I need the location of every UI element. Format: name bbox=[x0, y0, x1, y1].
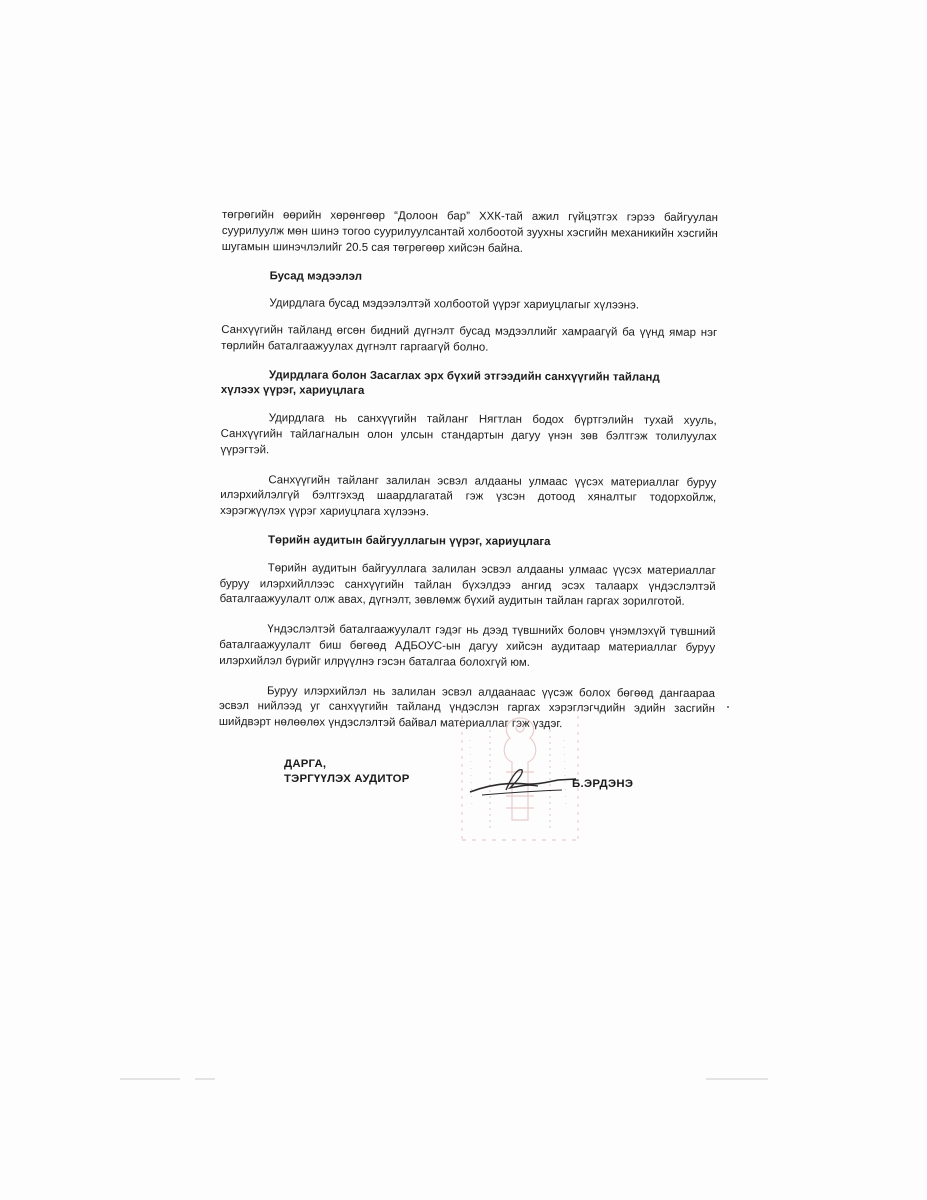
paragraph-internal-control: Санхүүгийн тайланг залилан эсвэл алдааны улмаас үүсэх материаллаг буруу илэрхийлэлгүй бэлтгэхэд шаардлагатай гэж үзсэн дотоод хяналтыг тодорхойлж, хэрэгжүүлэх үүрэг хариуцлага хүлээнэ. bbox=[220, 473, 717, 519]
paragraph-management-preparation: Удирдлага нь санхүүгийн тайланг Нягтлан бодох бүртгэлийн тухай хууль, Санхүүгийн тайлагналын олон улсын стандартын дагуу үнэн зөв бэлтгэж толилуулах үүрэгтэй. bbox=[220, 412, 717, 457]
paragraph-misstatement: Буруу илэрхийлэл нь залилан эсвэл алдаанаас үүсэж болох бөгөөд дангаараа эсвэл нийлээд уг санхүүгийн тайланд үндэслэн гаргах хэрэглэгчдийн эдийн засгийн шийдвэрт нөлөөлөх үндэслэлтэй байвал материаллаг гэж үздэг. bbox=[218, 684, 716, 731]
speck bbox=[727, 706, 729, 708]
scan-artifact-right bbox=[706, 1078, 768, 1080]
handwritten-signature bbox=[466, 762, 586, 802]
heading-line-1: Удирдлага болон Засаглах эрх бүхий этгээдийн санхүүгийн тайланд bbox=[268, 368, 660, 384]
heading-other-information: Бусад мэдээлэл bbox=[269, 270, 363, 284]
paragraph-reasonable-assurance: Үндэслэлтэй баталгаажуулалт гэдэг нь дээд түвшнийх боловч үнэмлэхүй түвшний баталгаажуулалт биш бөгөөд АДБОУС-ын дагуу хийсэн аудитаар материаллаг буруу илэрхийлэл бүрийг илрүүлнэ гэсэн баталгаа болохгүй юм. bbox=[219, 623, 716, 669]
heading-management-responsibility bbox=[221, 368, 717, 403]
paragraph-opinion-scope: Санхүүгийн тайланд өгсөн бидний дүгнэлт бусад мэдээллийг хамраагүй ба үүнд ямар нэг төрлийн баталгаажуулах дүгнэлт гаргаагүй болно. bbox=[221, 323, 718, 354]
scan-artifact-left bbox=[120, 1078, 180, 1080]
paragraph-audit-objective: Төрийн аудитын байгууллага залилан эсвэл алдааны улмаас үүсэх материаллаг буруу илэрхийллээс санхүүгийн тайлан бүхэлдээ ангид эсэх талаарх үндэслэлтэй баталгаажуулалт олж авах, дүгнэлт, зөвлөмж бүхий аудитын тайлан гаргах зорилготой. bbox=[219, 562, 716, 609]
report-body bbox=[219, 208, 718, 746]
signatory-title-line-2: ТЭРГҮҮЛЭХ АУДИТОР bbox=[284, 773, 410, 785]
paragraph-management-other-info: Удирдлага бусад мэдээлэлтэй холбоотой үүрэг хариуцлагыг хүлээнэ. bbox=[269, 297, 640, 312]
paragraph-continuation: төгрөгийн өөрийн хөрөнгөөр “Долоон бар” ХХК-тай ажил гүйцэтгэх гэрээ байгуулан суурилуулж мөн шинэ тогоо суурилуулсантай холбоотой зуухны хэсгийн механикийн хэсгийн шугамын шинэчлэлийг 20.5 сая төгрөгөөр хийсэн байна. bbox=[221, 208, 718, 255]
scan-artifact-left-2 bbox=[195, 1078, 215, 1080]
signatory-title bbox=[284, 757, 410, 787]
signature-block bbox=[280, 700, 700, 860]
heading-audit-responsibility: Төрийн аудитын байгууллагын үүрэг, хариуцлага bbox=[267, 534, 551, 548]
signatory-title-line-1: ДАРГА, bbox=[284, 758, 327, 770]
heading-line-2: хүлээх үүрэг, хариуцлага bbox=[220, 384, 365, 398]
signatory-name: Б.ЭРДЭНЭ bbox=[572, 778, 634, 790]
